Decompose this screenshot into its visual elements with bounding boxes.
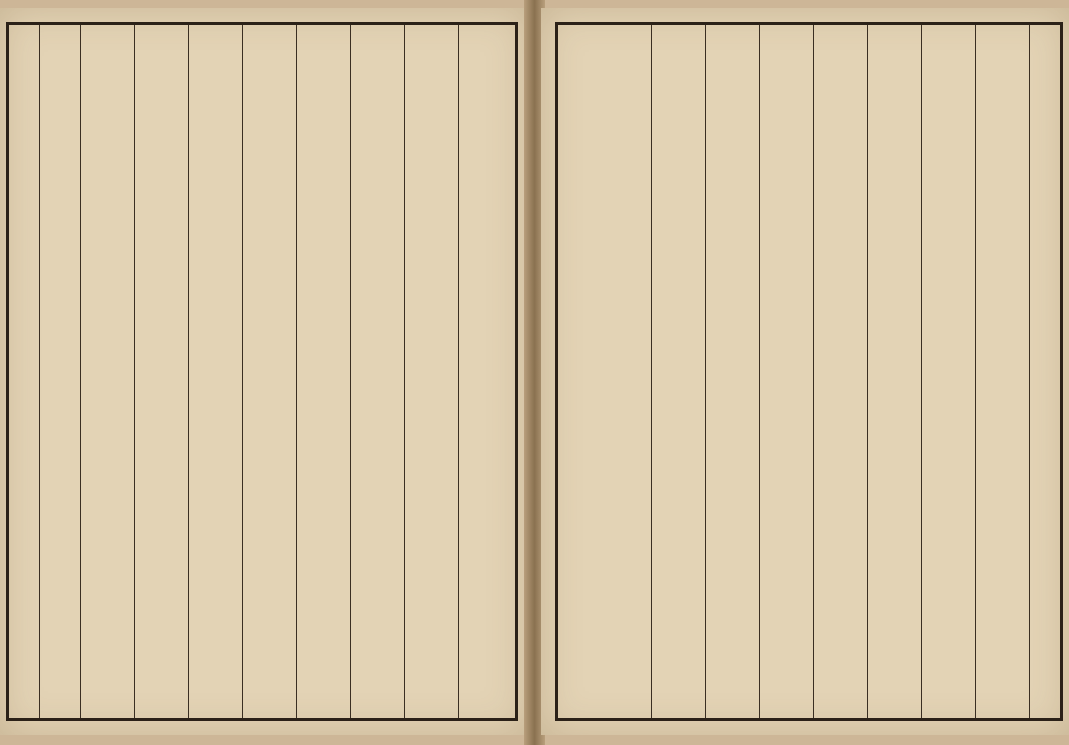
column-rule bbox=[458, 25, 459, 718]
column-rule bbox=[188, 25, 189, 718]
column-rule bbox=[296, 25, 297, 718]
column-rule bbox=[134, 25, 135, 718]
column-rule bbox=[867, 25, 868, 718]
column-rule bbox=[759, 25, 760, 718]
column-rule bbox=[1029, 25, 1030, 718]
column-rule bbox=[705, 25, 706, 718]
left-page bbox=[0, 8, 528, 735]
right-page bbox=[541, 8, 1069, 735]
column-rule bbox=[975, 25, 976, 718]
column-rule bbox=[921, 25, 922, 718]
column-rule bbox=[39, 25, 40, 718]
column-rule bbox=[813, 25, 814, 718]
right-page-frame bbox=[555, 22, 1063, 721]
left-page-frame bbox=[6, 22, 518, 721]
column-rule bbox=[404, 25, 405, 718]
column-rule bbox=[80, 25, 81, 718]
column-rule bbox=[242, 25, 243, 718]
column-rule bbox=[350, 25, 351, 718]
column-rule bbox=[651, 25, 652, 718]
